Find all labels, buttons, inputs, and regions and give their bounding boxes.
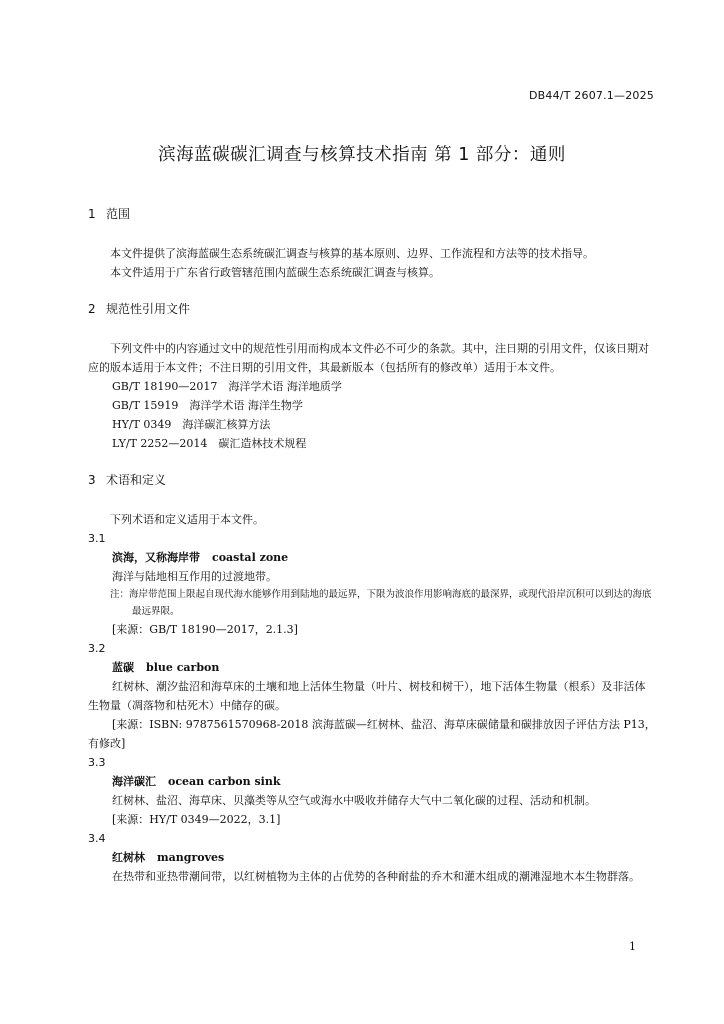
document-title: 滨海蓝碳碳汇调查与核算技术指南 第 1 部分：通则 [158,145,566,165]
section-2-heading [88,300,656,318]
document-body [88,205,656,886]
section-title: 规范性引用文件 [106,302,191,316]
term-number: 3.1 [88,532,106,545]
term-zh: 海洋碳汇 [112,775,156,788]
section-3-heading [88,471,656,489]
section-number: 3 [88,473,96,487]
paragraph: 本文件适用于广东省行政管辖范围内蓝碳生态系统碳汇调查与核算。 [110,266,440,279]
reference-item: GB/T 18190—2017 海洋学术语 海洋地质学 [112,380,342,393]
term-source: [来源：HY/T 0349—2022，3.1] [112,813,281,826]
section-number: 1 [88,207,96,221]
section-1-heading [88,205,656,223]
reference-item: LY/T 2252—2014 碳汇造林技术规程 [112,437,307,450]
paragraph: 本文件提供了滨海蓝碳生态系统碳汇调查与核算的基本原则、边界、工作流程和方法等的技术指导。 [110,247,594,260]
term-title [88,848,656,867]
term-en: ocean carbon sink [168,775,281,788]
term-definition: 红树林、潮汐盐沼和海草床的土壤和地上活体生物量（叶片、树枝和树干），地下活体生物量（根系）及非活体生物量（凋落物和枯死木）中储存的碳。 [88,680,646,712]
term-en: mangroves [157,851,225,864]
term-number: 3.3 [88,756,106,769]
term-definition: 海洋与陆地相互作用的过渡地带。 [112,570,277,583]
term-zh: 蓝碳 [112,661,134,674]
term-en: blue carbon [146,661,220,674]
reference-item: HY/T 0349 海洋碳汇核算方法 [112,418,271,431]
term-zh: 滨海，又称海岸带 [112,551,200,564]
paragraph: 下列术语和定义适用于本文件。 [110,513,264,526]
term-title [88,548,656,567]
paragraph: 下列文件中的内容通过文中的规范性引用而构成本文件必不可少的条款。其中，注日期的引用文件，仅该日期对应的版本适用于本文件；不注日期的引用文件，其最新版本（包括所有的修改单）适用于本文件。 [88,342,649,374]
term-en: coastal zone [212,551,289,564]
term-number: 3.4 [88,832,106,845]
term-definition: 在热带和亚热带潮间带，以红树植物为主体的占优势的各种耐盐的乔木和灌木组成的潮滩湿地木本生物群落。 [112,870,640,883]
term-definition: 红树林、盐沼、海草床、贝藻类等从空气或海水中吸收并储存大气中二氧化碳的过程、活动和机制。 [112,794,596,807]
term-source: [来源：ISBN: 9787561570968-2018 滨海蓝碳—红树林、盐沼、海草床碳储量和碳排放因子评估方法 P13，有修改] [88,718,656,750]
term-zh: 红树林 [112,851,145,864]
section-number: 2 [88,302,96,316]
term-number: 3.2 [88,642,106,655]
term-source: [来源：GB/T 18190—2017，2.1.3] [112,623,298,636]
term-title [88,772,656,791]
section-title: 范围 [106,207,131,221]
page-number: 1 [629,940,636,953]
term-title [88,658,656,677]
term-note: 注：海岸带范围上限起自现代海水能够作用到陆地的最远界，下限为波浪作用影响海底的最深界，或现代沿岸沉积可以到达的海底最远界限。 [110,589,652,617]
standard-number: DB44/T 2607.1—2025 [528,89,654,102]
reference-item: GB/T 15919 海洋学术语 海洋生物学 [112,399,303,412]
section-title: 术语和定义 [106,473,167,487]
